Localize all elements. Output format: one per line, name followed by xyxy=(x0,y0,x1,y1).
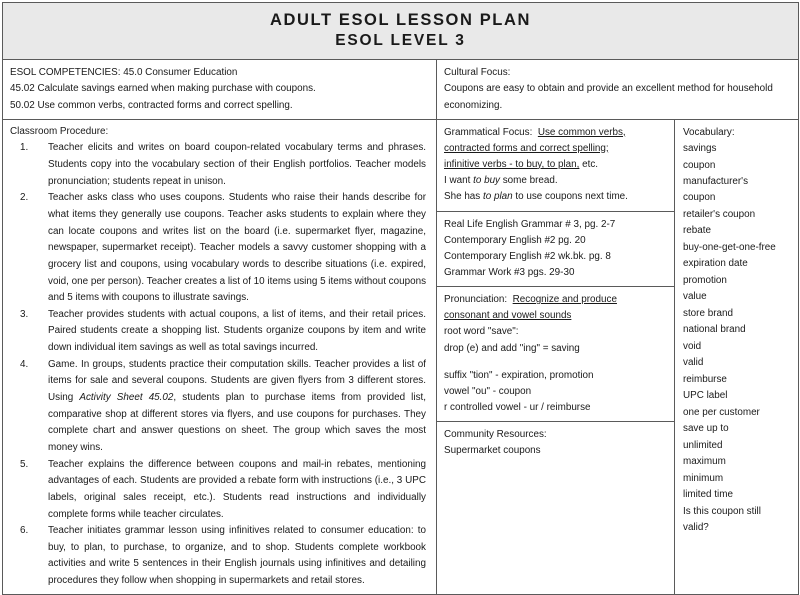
grammatical-focus-trailing: etc. xyxy=(579,158,599,170)
main-content-row xyxy=(3,119,799,594)
classroom-procedure-body xyxy=(3,120,436,594)
grammar-example-2-italic: to plan xyxy=(482,191,513,203)
grammar-example-2-after: to use coupons next time. xyxy=(512,191,628,203)
procedure-text: Teacher initiates grammar lesson using infinitives related to consumer education: to buy, to plan, to purchase, to organize, and to shop. Students complete workbook activities and write 5 sentences in their English journals using infinitives and detailing procedures they follow when shopping in supermarkets and retail stores. xyxy=(48,525,426,587)
reference-line: Contemporary English #2 pg. 20 xyxy=(444,234,586,246)
cultural-focus-cell xyxy=(437,60,799,119)
list-item: reimburse xyxy=(683,373,727,385)
grammatical-focus-line1 xyxy=(444,125,668,141)
competencies-row xyxy=(3,60,799,119)
grammatical-focus-section xyxy=(437,120,674,212)
list-item: buy-one-get-one-free xyxy=(683,241,776,253)
list-item: maximum xyxy=(683,456,726,468)
list-item: retailer's coupon xyxy=(683,208,756,220)
list-item: coupon xyxy=(683,192,716,204)
procedure-number: 2. xyxy=(20,192,29,204)
list-item xyxy=(10,307,428,357)
middle-column-cell xyxy=(437,119,675,594)
list-item: limited time xyxy=(683,489,733,501)
pronunciation-spacer xyxy=(444,357,668,368)
header-row xyxy=(3,3,799,60)
list-item: void xyxy=(683,340,702,352)
procedure-text: Teacher explains the difference between coupons and mail-in rebates, mentioning advantages of each. Students are provided a rebate form with instructions (i.e., 3 UPC labels, original sales receipt, etc.). Students read instructions and individually complete forms while teacher circulates. xyxy=(48,458,426,520)
esol-competencies-cell xyxy=(3,60,437,119)
vocabulary-list xyxy=(683,141,794,537)
list-item: valid? xyxy=(683,522,709,534)
list-item: unlimited xyxy=(683,439,723,451)
list-item xyxy=(10,140,428,190)
pronunciation-root-word: root word "save": xyxy=(444,326,519,338)
vocabulary-cell xyxy=(675,119,799,594)
cultural-focus-label: Cultural Focus: xyxy=(444,67,511,79)
list-item xyxy=(10,357,428,457)
classroom-procedure-cell xyxy=(3,119,437,594)
grammatical-focus-underline-1: Use common verbs, xyxy=(537,126,626,138)
pronunciation-suffix: suffix "tion" - expiration, promotion xyxy=(444,369,594,381)
procedure-number: 4. xyxy=(20,358,29,370)
cultural-focus-body xyxy=(437,60,798,118)
list-item xyxy=(10,457,428,524)
list-item: coupon xyxy=(683,159,716,171)
vocabulary-body xyxy=(675,120,798,542)
procedure-number: 3. xyxy=(20,308,29,320)
document-header xyxy=(3,3,799,60)
procedure-text-part1: Game. In groups, students practice their computation skills. Teacher provides a list of items for sale and several coupons. Students are given flyers from 3 different stores. Using xyxy=(48,358,426,404)
list-item xyxy=(10,190,428,306)
grammar-example-1-before: I want xyxy=(444,174,474,186)
reference-line: Real Life English Grammar # 3, pg. 2-7 xyxy=(444,218,616,230)
esol-competencies-body xyxy=(3,60,436,118)
competency-line-2: 50.02 Use common verbs, contracted forms and correct spelling. xyxy=(10,99,293,111)
procedure-text: Teacher elicits and writes on board coupon-related vocabulary terms and phrases. Students copy into the vocabulary section of their English portfolios. Teacher models pronunciation; students repeat in unison. xyxy=(48,142,426,187)
community-resources-section xyxy=(437,422,674,464)
page-subtitle: ESOL LEVEL 3 xyxy=(335,32,466,50)
procedure-text: Teacher provides students with actual coupons, a list of items, and their retail prices. Paired students create a shopping list. Students organize coupons by item and write down individual item savings as well as total savings incurred. xyxy=(48,308,426,354)
activity-sheet-reference: Activity Sheet 45.02 xyxy=(79,392,174,404)
grammar-example-2 xyxy=(444,189,668,205)
pronunciation-section xyxy=(437,287,674,422)
pronunciation-line2 xyxy=(444,308,668,324)
procedure-list xyxy=(10,140,428,589)
list-item: minimum xyxy=(683,472,724,484)
list-item: promotion xyxy=(683,274,727,286)
list-item: UPC label xyxy=(683,390,728,402)
list-item: savings xyxy=(683,143,717,155)
procedure-number: 5. xyxy=(20,458,29,470)
list-item: rebate xyxy=(683,225,712,237)
reference-line: Grammar Work #3 pgs. 29-30 xyxy=(444,266,575,278)
procedure-number: 6. xyxy=(20,525,29,537)
community-resources-text: Supermarket coupons xyxy=(444,445,541,457)
list-item: store brand xyxy=(683,307,733,319)
competencies-heading: ESOL COMPETENCIES: 45.0 Consumer Education xyxy=(10,67,238,79)
page-title: ADULT ESOL LESSON PLAN xyxy=(269,11,532,29)
list-item: save up to xyxy=(683,423,729,435)
grammar-example-2-before: She has xyxy=(444,191,483,203)
middle-column-stack xyxy=(437,120,674,465)
procedure-number: 1. xyxy=(20,142,29,154)
list-item: expiration date xyxy=(683,258,748,270)
list-item: value xyxy=(683,291,707,303)
pronunciation-underline-2: consonant and vowel sounds xyxy=(444,310,572,322)
procedure-text-part2: , students plan to purchase items from provided list, comparative shop at different stores via flyers, and use coupons for purchases. They complete chart and answer questions on sheet. The group which saves the most money wins. xyxy=(48,392,426,453)
grammatical-focus-underline-3: infinitive verbs - to buy, to plan, xyxy=(444,158,580,170)
list-item: valid xyxy=(683,357,704,369)
pronunciation-rule: drop (e) and add "ing" = saving xyxy=(444,342,580,354)
pronunciation-label: Pronunciation: xyxy=(444,294,508,306)
cultural-focus-text: Coupons are easy to obtain and provide an excellent method for household economizing. xyxy=(444,83,773,111)
community-resources-label: Community Resources: xyxy=(444,429,547,441)
list-item xyxy=(10,523,428,590)
competency-line-1: 45.02 Calculate savings earned when making purchase with coupons. xyxy=(10,83,316,95)
grammar-example-1 xyxy=(444,173,668,189)
grammatical-focus-underline-2: contracted forms and correct spelling; xyxy=(444,142,609,154)
grammatical-focus-line3 xyxy=(444,157,668,173)
grammatical-focus-line2 xyxy=(444,141,668,157)
list-item: manufacturer's xyxy=(683,176,749,187)
list-item: national brand xyxy=(683,324,746,336)
pronunciation-r-controlled: r controlled vowel - ur / reimburse xyxy=(444,401,591,413)
pronunciation-vowel: vowel "ou" - coupon xyxy=(444,385,532,397)
procedure-heading: Classroom Procedure: xyxy=(10,125,109,137)
reference-line: Contemporary English #2 wk.bk. pg. 8 xyxy=(444,250,611,262)
grammar-example-1-after: some bread. xyxy=(500,174,558,186)
procedure-text: Teacher asks class who uses coupons. Students who raise their hands describe for what items they generally use coupons. Teacher asks students to explain where they can locate coupons and writes list on the board (i.e. supermarket flyer, magazine, newspaper, supermarket receipt). Teacher models a savvy customer shopping with a grocery list and coupons, using vocabulary words to describe situations (i.e. expired, void, one per person). Teacher creates a list of 10 items using 5 items without coupons and 5 items with coupons to illustrate savings. xyxy=(48,192,427,304)
grammar-references-section xyxy=(437,212,674,288)
lesson-plan-table xyxy=(2,2,799,595)
pronunciation-line1 xyxy=(444,292,668,308)
procedure-text-game xyxy=(48,357,428,457)
vocabulary-heading: Vocabulary: xyxy=(683,126,735,138)
grammatical-focus-label: Grammatical Focus: xyxy=(444,126,533,138)
grammar-example-1-italic: to buy xyxy=(473,174,500,186)
list-item: Is this coupon still xyxy=(683,505,761,517)
pronunciation-underline-1: Recognize and produce xyxy=(512,294,617,306)
list-item: one per customer xyxy=(683,406,760,418)
